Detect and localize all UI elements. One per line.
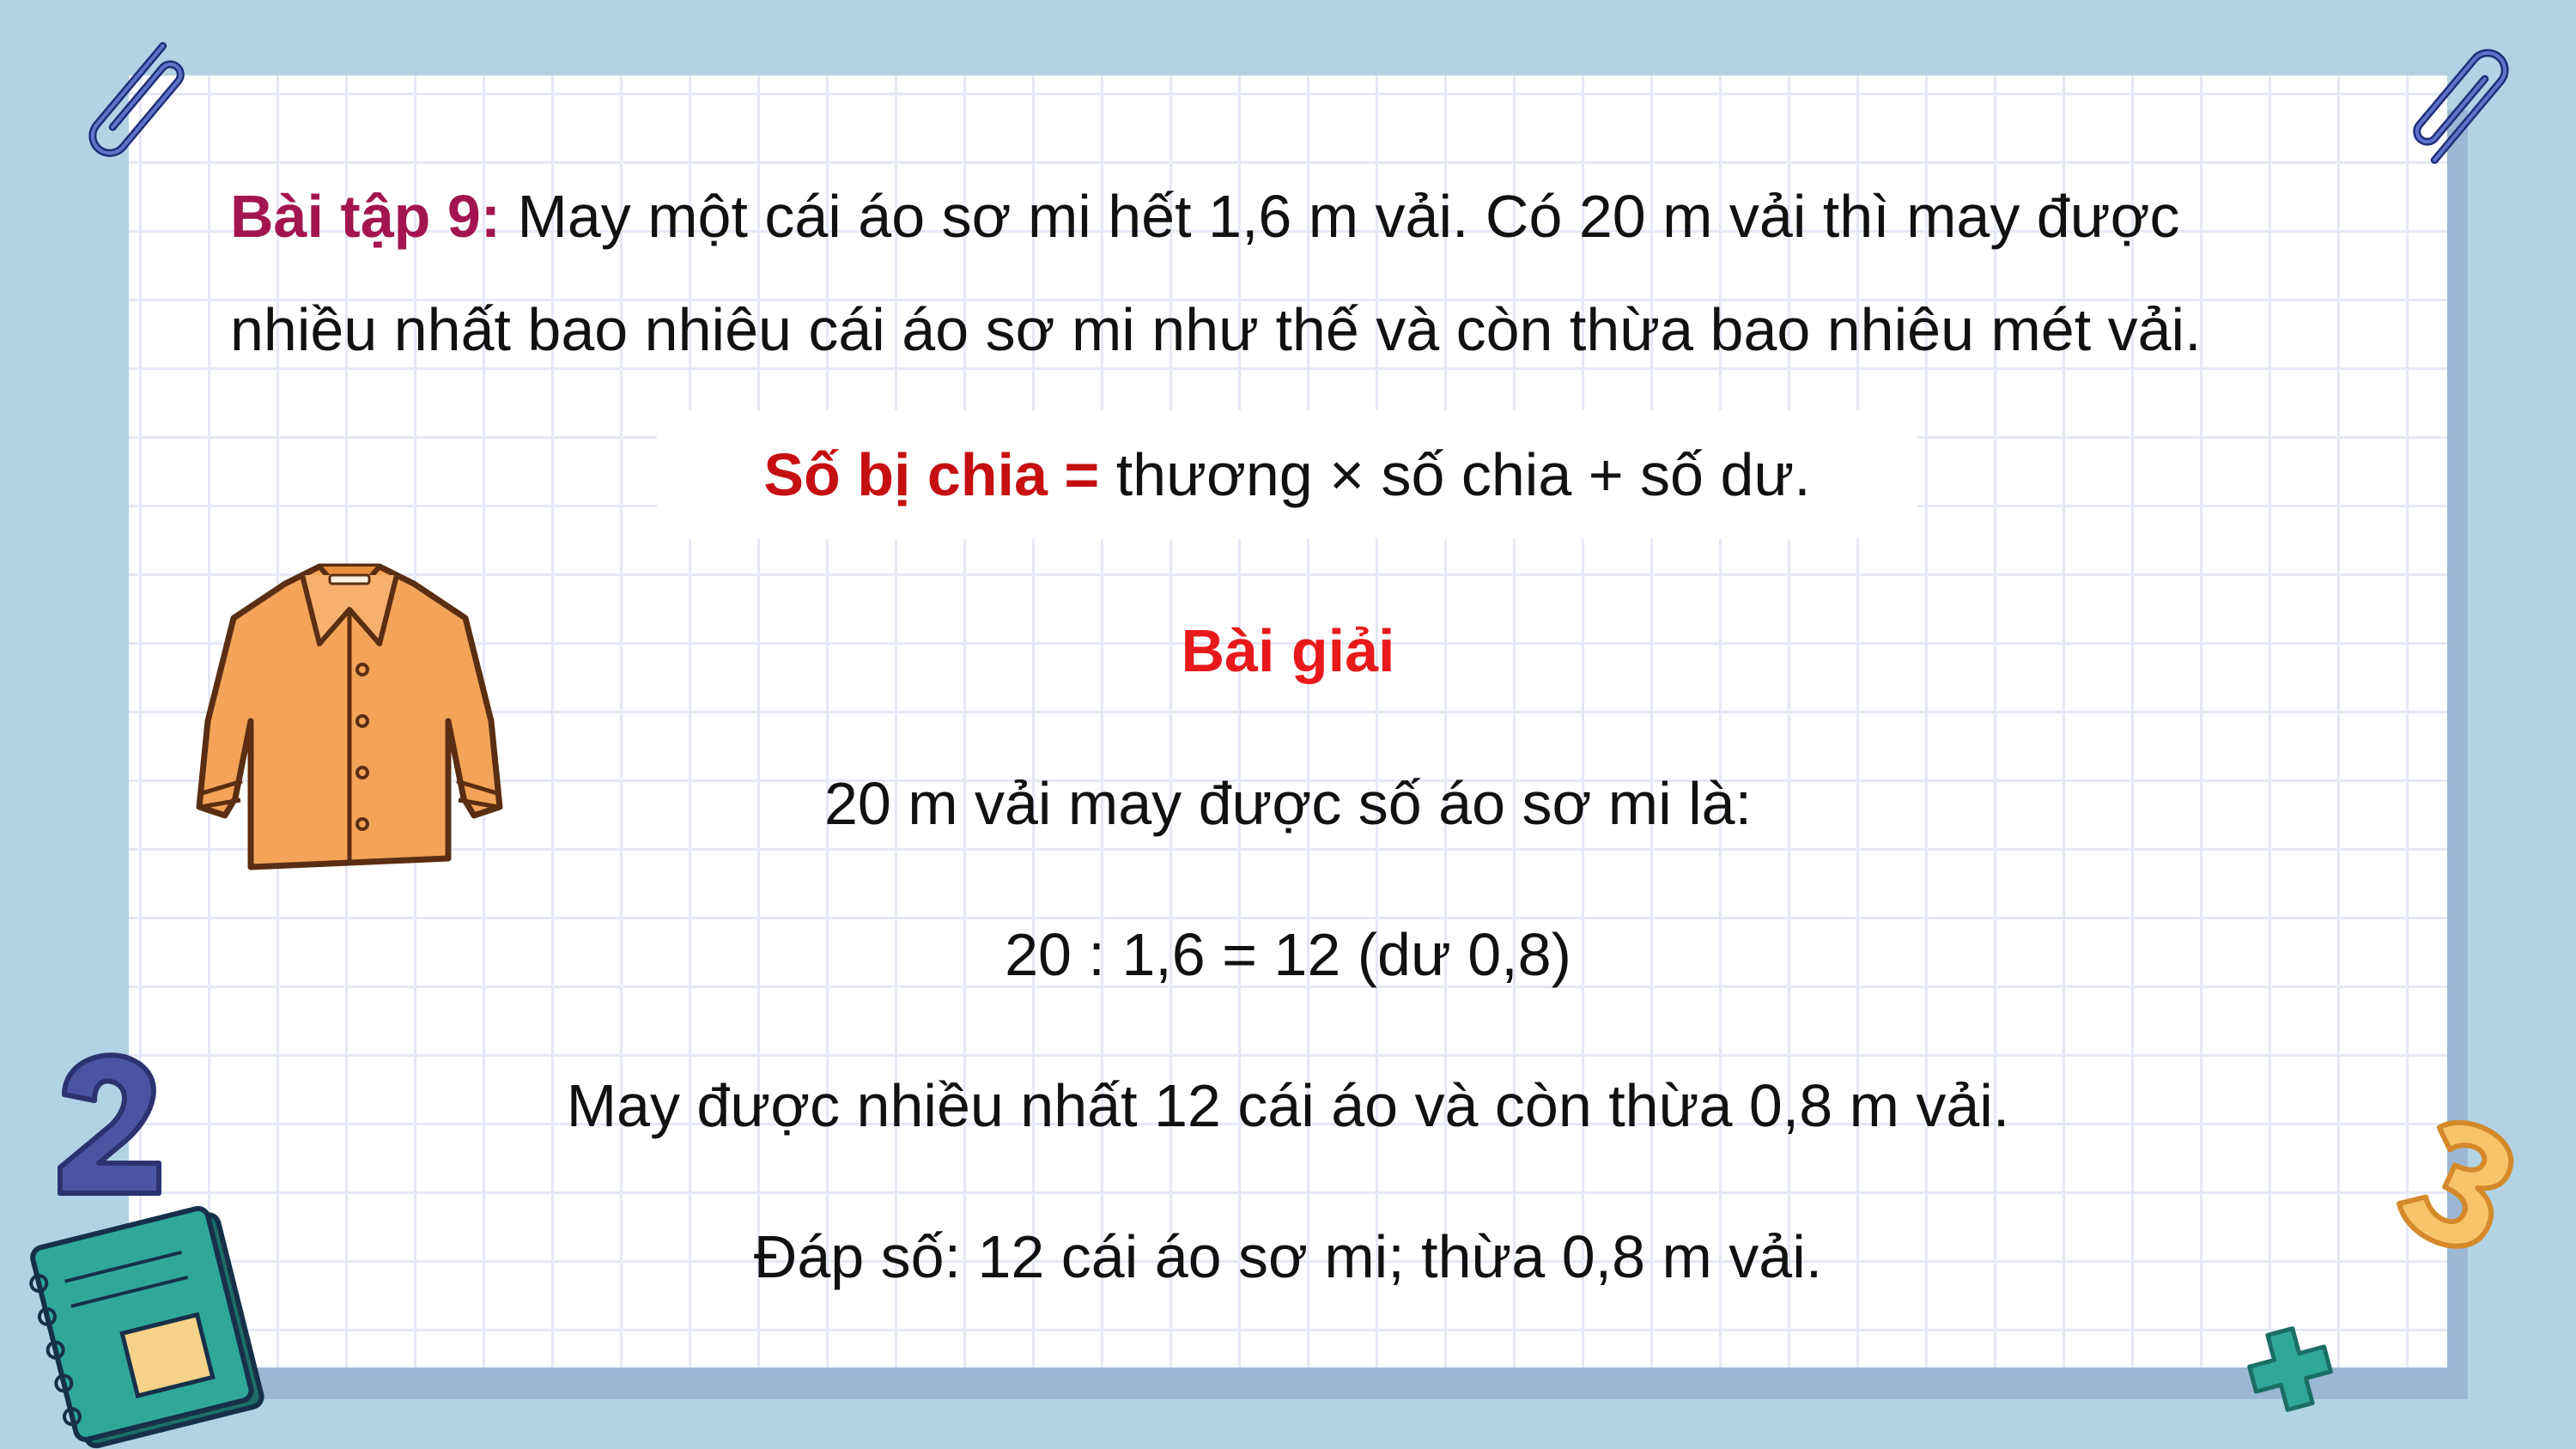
- formula-label: Số bị chia =: [763, 441, 1100, 508]
- notebook-icon: [26, 1197, 275, 1446]
- solution-heading: Bài giải: [1181, 617, 1395, 684]
- exercise-label: Bài tập 9:: [230, 183, 501, 250]
- solution-answer: Đáp số: 12 cái áo sơ mi; thừa 0,8 m vải.: [753, 1223, 1823, 1290]
- plus-icon: [2243, 1322, 2337, 1416]
- number-2-icon: [47, 1047, 176, 1202]
- solution-line-1: 20 m vải may được số áo sơ mi là:: [823, 770, 1753, 837]
- exercise-line-1: May một cái áo sơ mi hết 1,6 m vải. Có 20 m vải thì may được: [501, 183, 2180, 250]
- exercise-text: [230, 160, 2428, 386]
- formula-text: thương × số chia + số dư.: [1099, 441, 1811, 508]
- paperclip-icon: [60, 26, 215, 180]
- paperclip-icon: [2383, 26, 2537, 180]
- formula-box: [657, 410, 1917, 539]
- number-3-icon: [2383, 1107, 2537, 1262]
- solution-line-3: May được nhiều nhất 12 cái áo và còn thừa 0,8 m vải.: [566, 1072, 2010, 1139]
- exercise-line-2: nhiều nhất bao nhiêu cái áo sơ mi như thế và còn thừa bao nhiêu mét vải.: [230, 296, 2202, 363]
- solution-line-2: 20 : 1,6 = 12 (dư 0,8): [1005, 921, 1571, 988]
